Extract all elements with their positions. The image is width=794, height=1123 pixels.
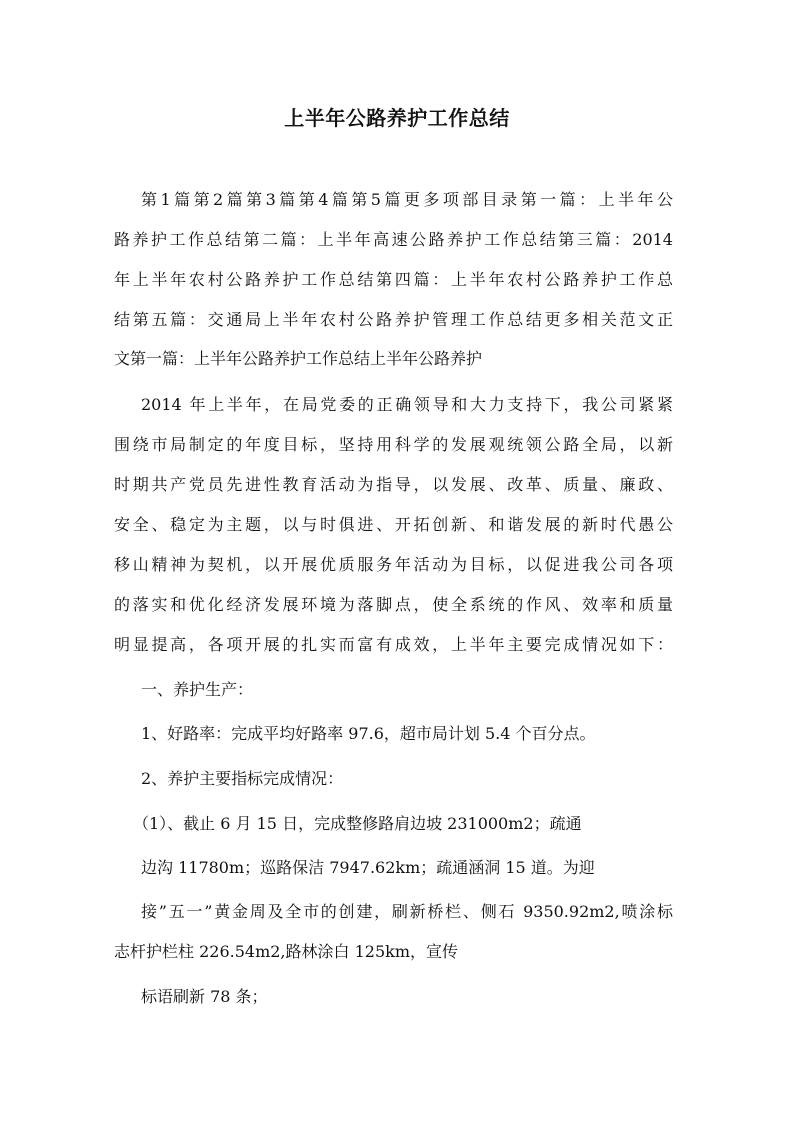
paragraph-line-4: 安全、稳定为主题，以与时俱进、开拓创新、和谐发展的新时代愚公 (114, 515, 673, 534)
subitem-line-3: 接”五一”黄金周及全市的创建，刷新桥栏、侧石 9350.92m2,喷涂标 (141, 902, 673, 921)
subitem-line-5: 标语刷新 78 条； (141, 987, 268, 1006)
paragraph-line-7: 明显提高，各项开展的扎实而富有成效，上半年主要完成情况如下： (114, 635, 673, 654)
subitem-line-1: （1）、截止 6 月 15 日，完成整修路肩边坡 231000m2；疏通 (133, 814, 582, 833)
item-2: 2、养护主要指标完成情况： (141, 769, 344, 788)
paragraph-line-3: 时期共产党员先进性教育活动为指导，以发展、改革、质量、廉政、 (114, 475, 673, 494)
toc-line-2: 路养护工作总结第二篇：上半年高速公路养护工作总结第三篇：2014 (114, 230, 673, 249)
paragraph-line-5: 移山精神为契机，以开展优质服务年活动为目标，以促进我公司各项 (114, 555, 673, 574)
section-heading: 一、养护生产： (141, 680, 254, 699)
toc-line-4: 结第五篇：交通局上半年农村公路养护管理工作总结更多相关范文正 (114, 310, 673, 329)
subitem-line-4: 志杆护栏柱 226.54m2,路林涂白 125km，宣传 (114, 942, 459, 961)
toc-line-1: 第1篇第2篇第3篇第4篇第5篇更多项部目录第一篇：上半年公 (141, 190, 673, 209)
paragraph-line-1: 2014 年上半年，在局党委的正确领导和大力支持下，我公司紧紧 (141, 395, 673, 414)
document-title: 上半年公路养护工作总结 (284, 106, 510, 130)
item-1: 1、好路率：完成平均好路率 97.6，超市局计划 5.4 个百分点。 (141, 724, 596, 743)
subitem-line-2: 边沟 11780m；巡路保洁 7947.62km；疏通涵洞 15 道。为迎 (141, 858, 595, 877)
toc-line-5: 文第一篇：上半年公路养护工作总结上半年公路养护 (114, 349, 483, 368)
toc-line-3: 年上半年农村公路养护工作总结第四篇：上半年农村公路养护工作总 (114, 270, 673, 289)
paragraph-line-6: 的落实和优化经济发展环境为落脚点，使全系统的作风、效率和质量 (114, 595, 673, 614)
paragraph-line-2: 围绕市局制定的年度目标，坚持用科学的发展观统领公路全局，以新 (114, 435, 673, 454)
